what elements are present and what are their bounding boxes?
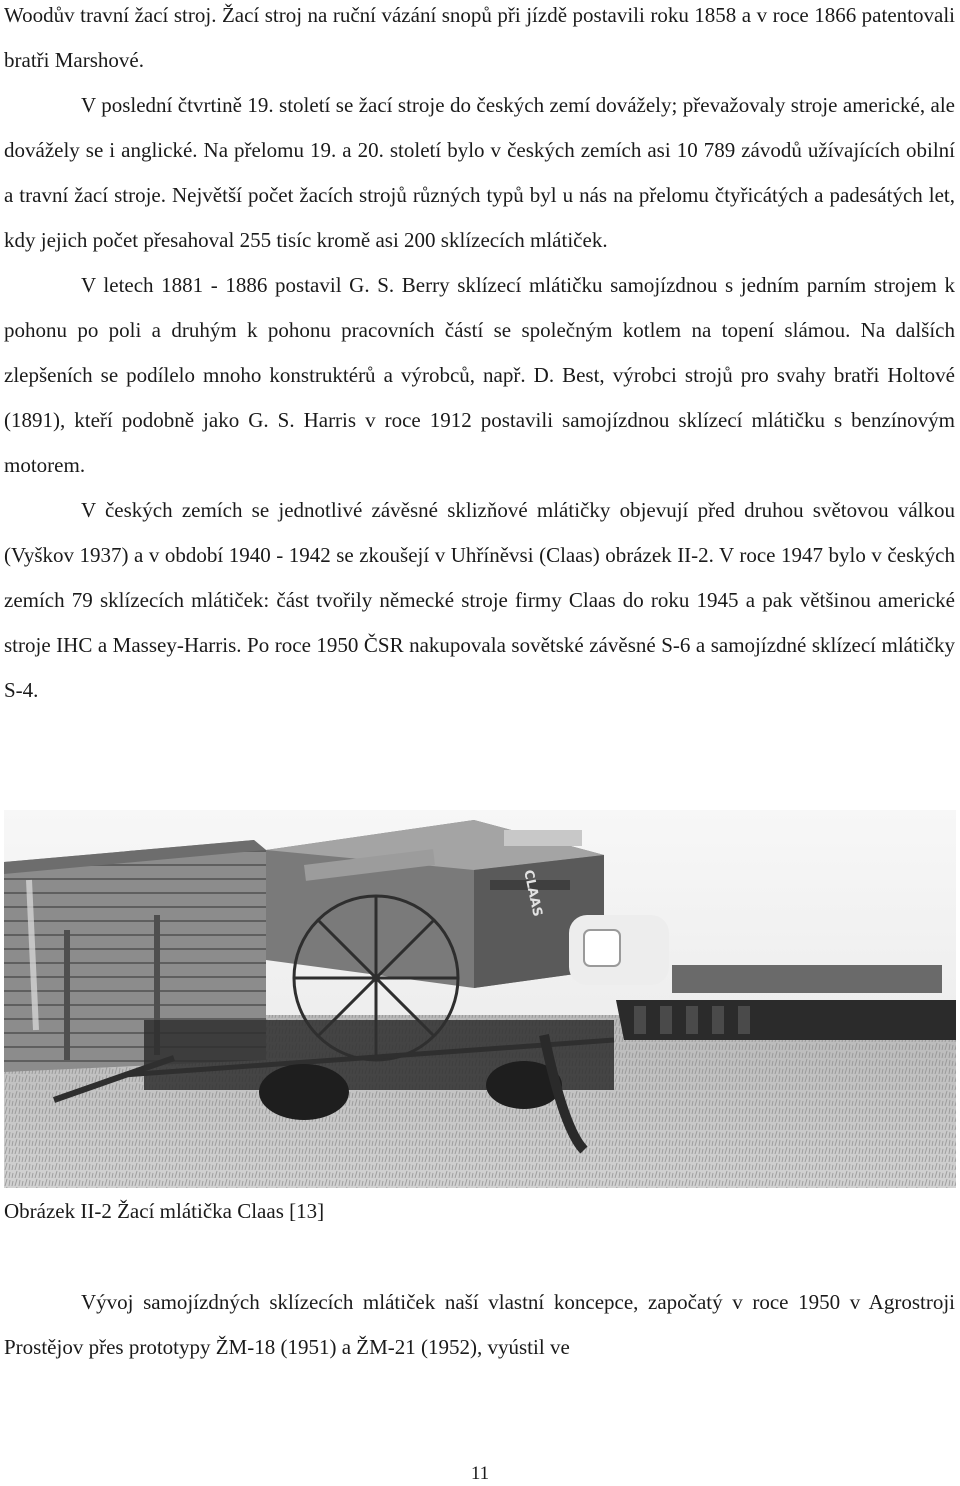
paragraph-agrostroj-prostejov: Vývoj samojízdných sklízecích mlátiček naší vlastní koncepce, započatý v roce 1950 v Agrostroji Prostějov přes prototypy ŽM-18 (1951) a ŽM-21 (1952), vyústil ve [4,1290,955,1359]
paragraph-czech-lands: V českých zemích se jednotlivé závěsné sklizňové mlátičky objevují před druhou světovou válkou (Vyškov 1937) a v období 1940 - 1942 se zkoušejí v Uhříněvsi (Claas) obrázek II-2. V roce 1947 bylo v českých zemích 79 sklízecích mlátiček: část tvořily německé stroje firmy Claas do roku 1945 a pak většinou americké stroje IHC a Massey-Harris. Po roce 1950 ČSR nakupovala sovětské závěsné S-6 a samojízdné sklízecí mlátičky S-4. [4,498,955,702]
page-number: 11 [470,1463,490,1484]
threshing-body [266,820,604,988]
figure-caption: Obrázek II-2 Žací mlátička Claas [13] [4,1199,325,1223]
paragraph-imports: V poslední čtvrtině 19. století se žací stroje do českých zemí dovážely; převažovaly stroje americké, ale dovážely se i anglické. Na přelomu 19. a 20. století bylo v českých zemích asi 10 789 závodů užívajících obilní a travní žací stroje. Největší počet žacích strojů různých typů byl u nás na přelomu čtyřicátých a padesátých let, kdy jejich počet přesahoval 255 tisíc kromě asi 200 sklízecích mlátiček. [4,93,955,252]
harvester-photo-illustration [4,810,956,1188]
figure-claas-harvester-photo [4,810,956,1188]
paragraph-berry-harvester: V letech 1881 - 1886 postavil G. S. Berry sklízecí mlátičku samojízdnou s jedním parním strojem k pohonu po poli a druhým k pohonu pracovních částí se společným kotlem na topení slámou. Na dalších zlepšeních se podílelo mnoho konstruktérů a výrobců, např. D. Best, výrobci strojů pro svahy bratři Holtové (1891), kteří podobně jako G. S. Harris v roce 1912 postavili samojízdnou sklízecí mlátičku s benzínovým motorem. [4,273,955,477]
paragraph-woods-mower: Woodův travní žací stroj. Žací stroj na ruční vázání snopů při jízdě postavili roku 1858 a v roce 1866 patentovali bratři Marshové. [4,3,955,72]
body-text-bottom [4,1280,955,1370]
claas-lettering-label: CLAAS [520,868,545,918]
body-text-top [4,0,955,713]
